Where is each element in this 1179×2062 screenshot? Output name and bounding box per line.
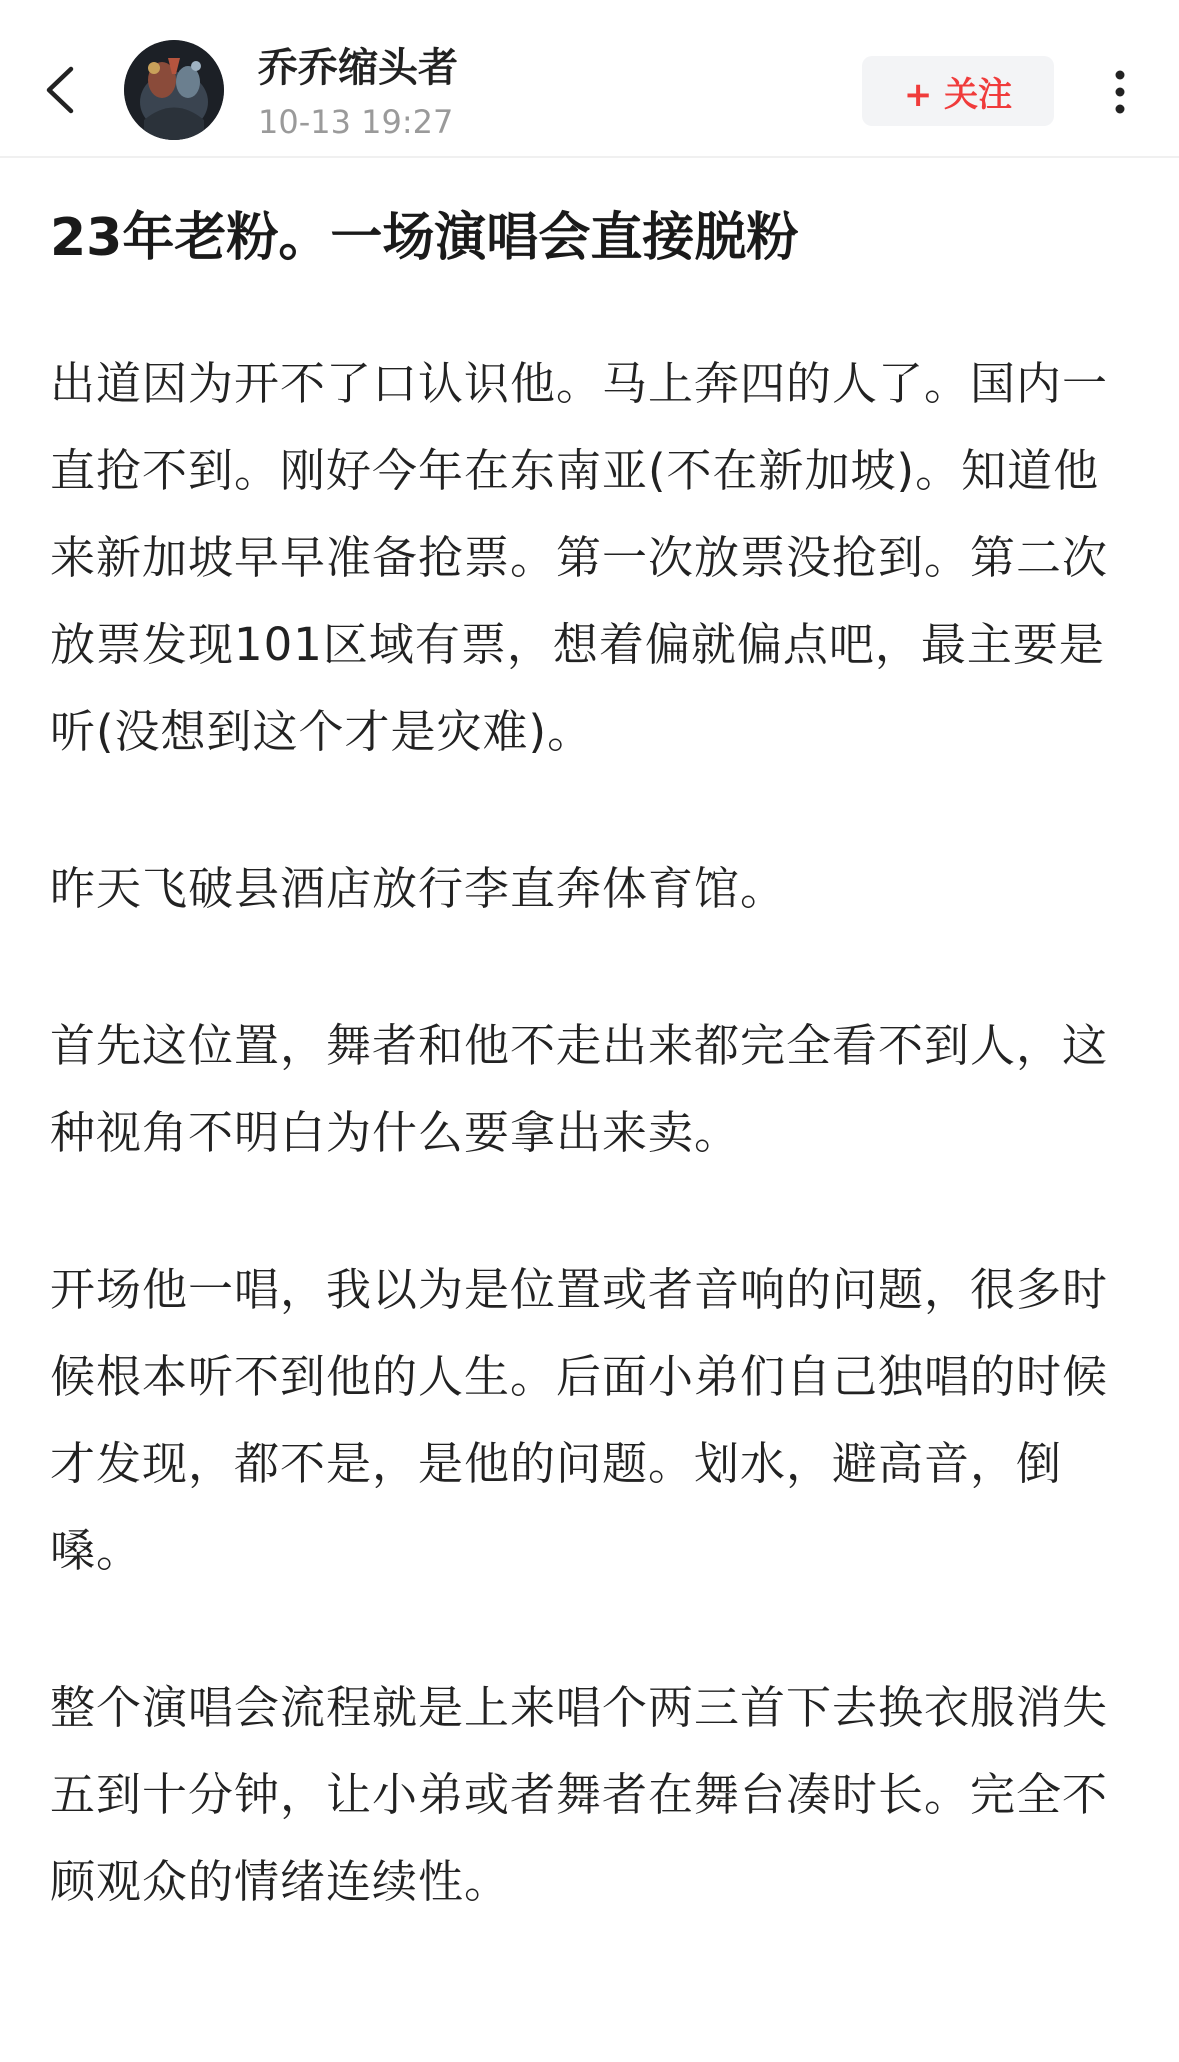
more-vertical-icon: [1114, 68, 1126, 116]
chevron-left-icon: [43, 65, 77, 115]
post-content: [50, 196, 1130, 1995]
post-header: [0, 0, 1179, 158]
post-paragraph: 开场他一唱，我以为是位置或者音响的问题，很多时候根本听不到他的人生。后面小弟们自己独唱的时候才发现，都不是，是他的问题。划水，避高音，倒嗓。: [50, 1263, 1109, 1577]
back-button[interactable]: [30, 50, 90, 130]
follow-button[interactable]: + 关注: [862, 56, 1054, 126]
post-body: [50, 340, 1130, 1925]
avatar[interactable]: [124, 40, 224, 140]
post-paragraph: 首先这位置，舞者和他不走出来都完全看不到人，这种视角不明白为什么要拿出来卖。: [50, 1019, 1109, 1159]
post-time: 10-13 19:27: [258, 103, 454, 141]
more-button[interactable]: [1100, 60, 1140, 124]
post-paragraph: 昨天飞破县酒店放行李直奔体育馆。: [50, 862, 787, 915]
avatar-image: [124, 40, 224, 140]
post-title: 23年老粉。一场演唱会直接脱粉: [50, 208, 799, 268]
post-paragraph: 出道因为开不了口认识他。马上奔四的人了。国内一直抢不到。刚好今年在东南亚(不在新加坡)。知道他来新加坡早早准备抢票。第一次放票没抢到。第二次放票发现101区域有票，想着偏就偏点吧，最主要是听(没想到这个才是灾难)。: [50, 357, 1109, 758]
user-name[interactable]: 乔乔缩头者: [258, 45, 458, 91]
post-paragraph: 整个演唱会流程就是上来唱个两三首下去换衣服消失五到十分钟，让小弟或者舞者在舞台凑时长。完全不顾观众的情绪连续性。: [50, 1681, 1109, 1908]
